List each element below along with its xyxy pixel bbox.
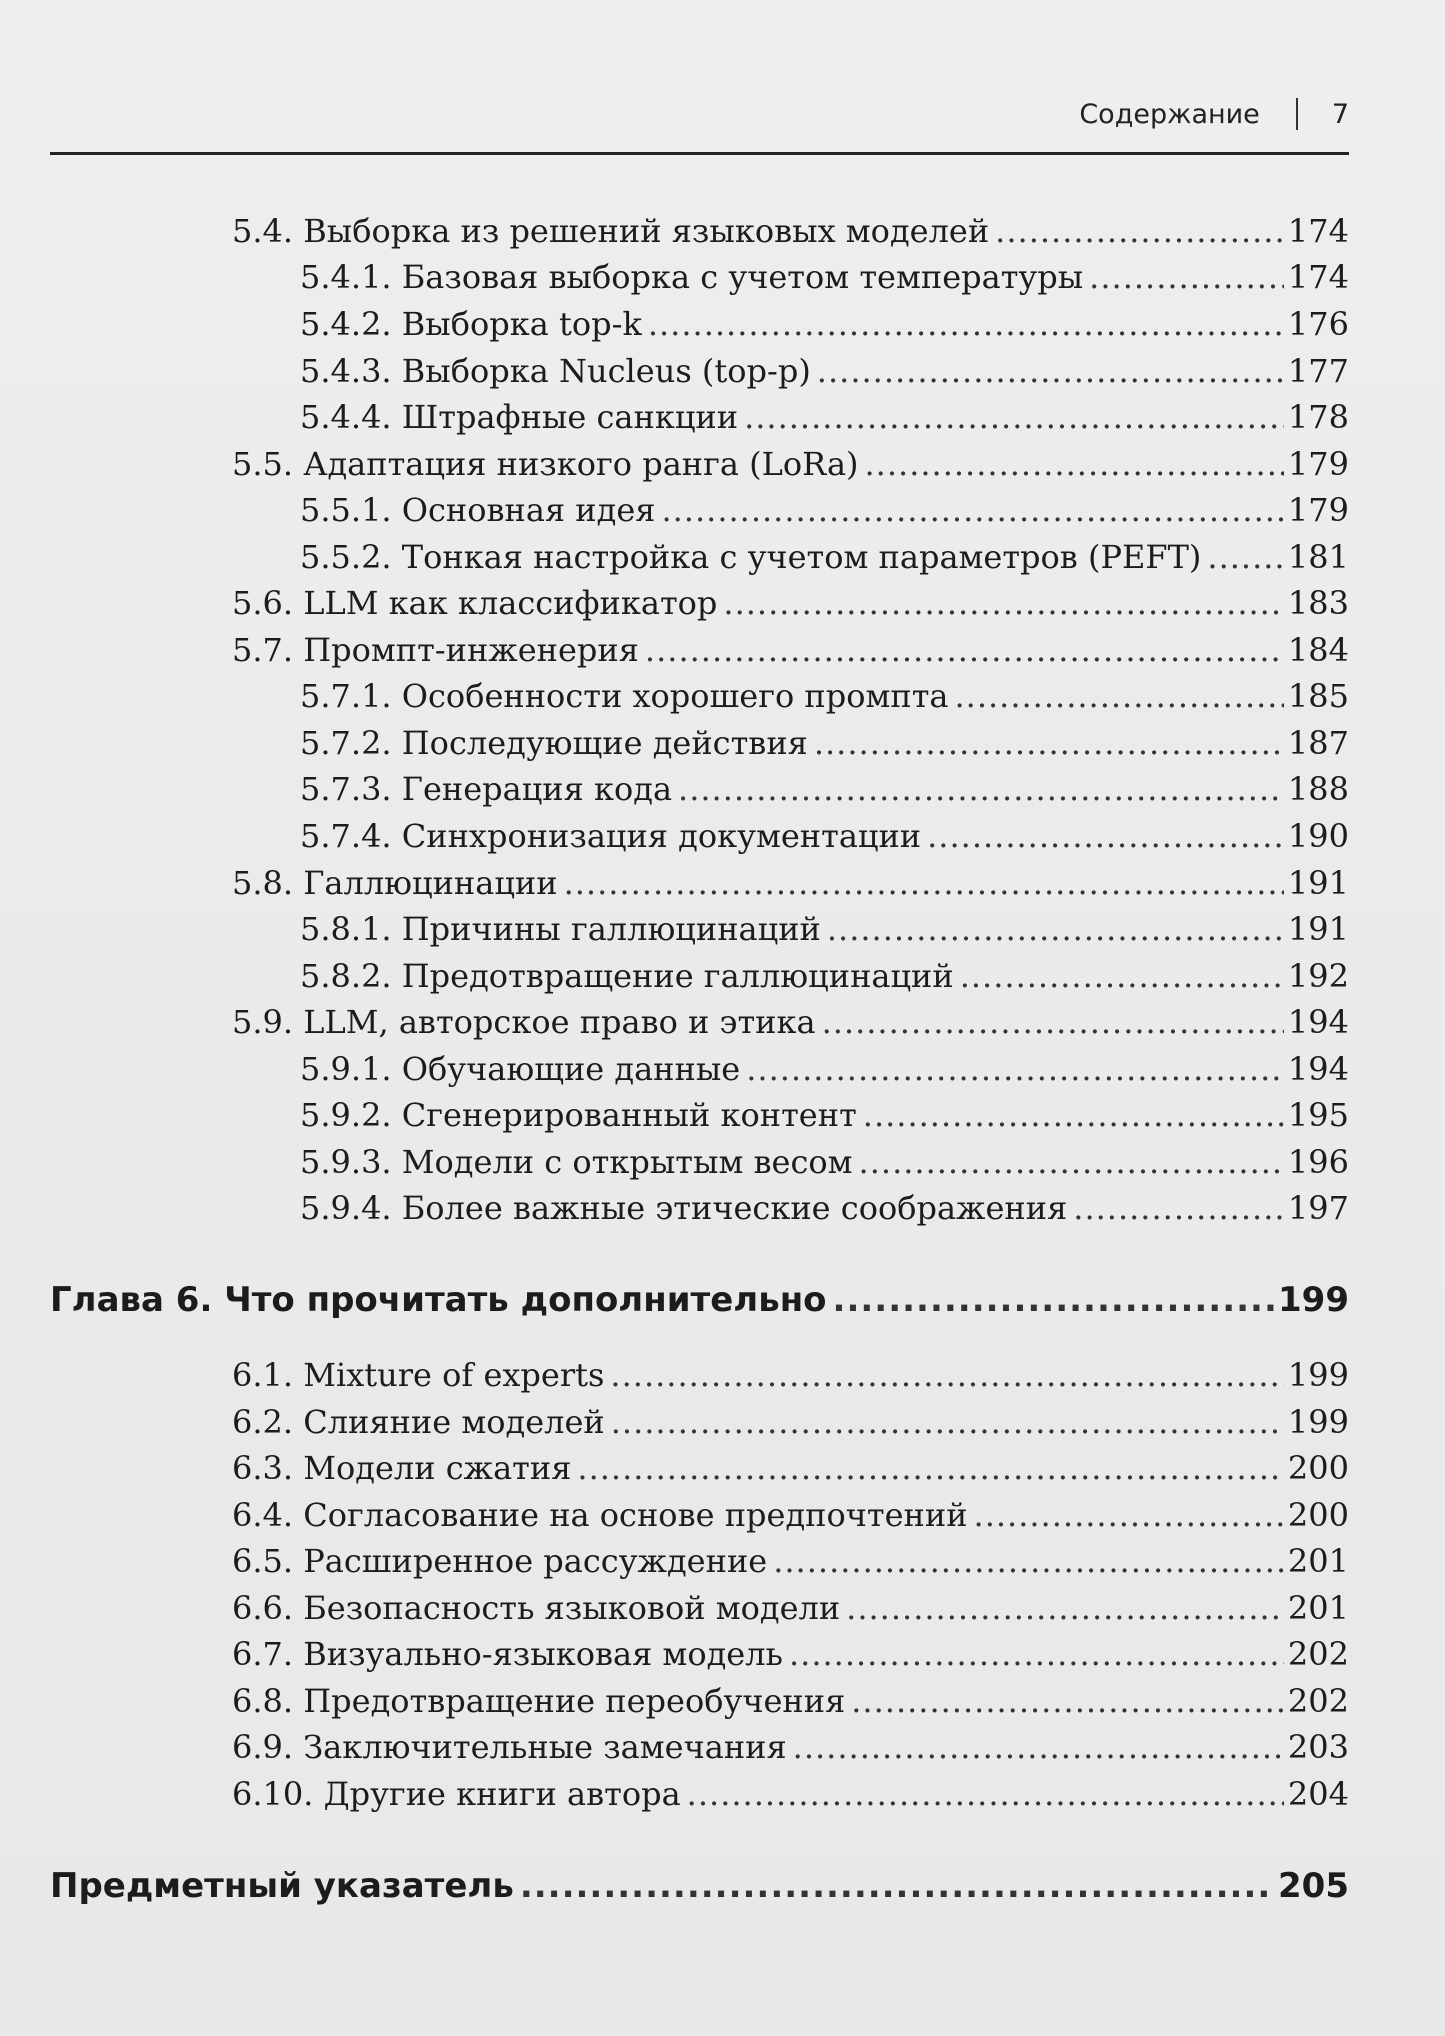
toc-entry-title: 6.2. Слияние моделей [232, 1403, 605, 1441]
toc-leader-dots [960, 957, 1284, 995]
toc-entry-title: 6.9. Заключительные замечания [232, 1728, 787, 1766]
toc-entry-5-5-1[interactable] [300, 491, 1349, 537]
toc-entry-6-7[interactable] [232, 1635, 1349, 1681]
toc-subject-index[interactable] [50, 1866, 1349, 1912]
toc-leader-dots [723, 584, 1284, 622]
toc-entry-page: 204 [1287, 1775, 1349, 1813]
toc-leader-dots [1089, 258, 1284, 296]
toc-chapter-title: Глава 6. Что прочитать дополнительно [50, 1280, 827, 1320]
toc-entry-page: 174 [1287, 212, 1349, 250]
toc-entry-page: 176 [1287, 305, 1349, 343]
toc-entry-title: 5.8. Галлюцинации [232, 864, 558, 902]
header-rule [50, 152, 1349, 155]
toc-entry-5-5[interactable] [232, 445, 1349, 491]
toc-entry-page: 174 [1287, 258, 1349, 296]
toc-leader-dots [610, 1356, 1284, 1394]
toc-entry-5-4-3[interactable] [300, 352, 1349, 398]
toc-entry-page: 194 [1287, 1003, 1349, 1041]
toc-entry-title: 5.8.1. Причины галлюцинаций [300, 910, 821, 948]
toc-entry-title: 5.7.4. Синхронизация документации [300, 817, 922, 855]
toc-entry-title: 5.9.4. Более важные этические соображения [300, 1189, 1068, 1227]
toc-entry-page: 192 [1287, 957, 1349, 995]
toc-leader-dots [577, 1449, 1284, 1487]
toc-entry-page: 191 [1287, 910, 1349, 948]
toc-entry-title: 6.7. Визуально-языковая модель [232, 1635, 783, 1673]
toc-entry-page: 184 [1287, 631, 1349, 669]
toc-leader-dots [851, 1682, 1284, 1720]
toc-leader-dots [564, 864, 1284, 902]
toc-leader-dots [773, 1542, 1284, 1580]
toc-entry-title: 5.7.3. Генерация кода [300, 770, 673, 808]
toc-leader-dots [822, 1003, 1284, 1041]
toc-entry-page: 201 [1287, 1542, 1349, 1580]
toc-entry-title: 5.6. LLM как классификатор [232, 584, 718, 622]
toc-entry-5-4-2[interactable] [300, 305, 1349, 351]
toc-entry-title: 6.6. Безопасность языковой модели [232, 1589, 841, 1627]
toc-entry-6-6[interactable] [232, 1589, 1349, 1635]
toc-entry-5-7-3[interactable] [300, 770, 1349, 816]
toc-leader-dots [865, 445, 1284, 483]
toc-entry-page: 185 [1287, 677, 1349, 715]
toc-entry-page: 179 [1287, 445, 1349, 483]
toc-leader-dots [687, 1775, 1284, 1813]
toc-entry-5-7-4[interactable] [300, 817, 1349, 863]
toc-entry-page: 191 [1287, 864, 1349, 902]
toc-entry-title: 5.4.2. Выборка top-k [300, 305, 642, 343]
toc-entry-page: 201 [1287, 1589, 1349, 1627]
toc-entry-5-4[interactable] [232, 212, 1349, 258]
toc-entry-5-9-2[interactable] [300, 1096, 1349, 1142]
toc-leader-dots [789, 1635, 1284, 1673]
toc-leader-dots [974, 1496, 1284, 1534]
toc-leader-dots [817, 352, 1284, 390]
toc-entry-5-8-1[interactable] [300, 910, 1349, 956]
toc-entry-title: 5.9.1. Обучающие данные [300, 1050, 741, 1088]
toc-entry-title: 6.10. Другие книги автора [232, 1775, 681, 1813]
toc-entry-title: 6.3. Модели сжатия [232, 1449, 572, 1487]
toc-leader-dots [995, 212, 1284, 250]
toc-entry-6-2[interactable] [232, 1403, 1349, 1449]
toc-leader-dots [611, 1403, 1284, 1441]
toc-entry-page: 183 [1287, 584, 1349, 622]
toc-leader-dots [744, 398, 1284, 436]
toc-leader-dots [661, 491, 1283, 529]
toc-chapter-page: 205 [1278, 1866, 1349, 1906]
toc-entry-5-7-2[interactable] [300, 724, 1349, 770]
toc-entry-page: 188 [1287, 770, 1349, 808]
toc-entry-5-6[interactable] [232, 584, 1349, 630]
toc-entry-5-4-1[interactable] [300, 258, 1349, 304]
toc-leader-dots [1207, 538, 1284, 576]
toc-entry-5-9-1[interactable] [300, 1050, 1349, 1096]
toc-entry-title: 5.4.3. Выборка Nucleus (top-p) [300, 352, 811, 390]
running-head-separator [1296, 98, 1298, 130]
toc-entry-title: 5.4.1. Базовая выборка с учетом температуры [300, 258, 1084, 296]
toc-entry-title: 5.5. Адаптация низкого ранга (LoRa) [232, 445, 859, 483]
running-head-page-number: 7 [1331, 98, 1349, 130]
toc-leader-dots [827, 910, 1284, 948]
toc-entry-title: 6.4. Согласование на основе предпочтений [232, 1496, 968, 1534]
toc-entry-page: 200 [1287, 1496, 1349, 1534]
toc-entry-title: 6.8. Предотвращение переобучения [232, 1682, 846, 1720]
toc-leader-dots [746, 1050, 1284, 1088]
toc-entry-title: 5.4. Выборка из решений языковых моделей [232, 212, 990, 250]
toc-leader-dots [793, 1728, 1284, 1766]
toc-entry-page: 200 [1287, 1449, 1349, 1487]
toc-leader-dots [814, 724, 1284, 762]
toc-entry-page: 202 [1287, 1682, 1349, 1720]
toc-entry-page: 195 [1287, 1096, 1349, 1134]
toc-entry-page: 202 [1287, 1635, 1349, 1673]
toc-entry-page: 179 [1287, 491, 1349, 529]
toc-entry-6-8[interactable] [232, 1682, 1349, 1728]
toc-leader-dots [833, 1280, 1274, 1320]
toc-entry-title: 5.5.1. Основная идея [300, 491, 656, 529]
toc-entry-5-9-3[interactable] [300, 1143, 1349, 1189]
toc-entry-page: 199 [1287, 1356, 1349, 1394]
toc-chapter-title: Предметный указатель [50, 1866, 514, 1906]
toc-leader-dots [520, 1866, 1274, 1906]
toc-entry-5-5-2[interactable] [300, 538, 1349, 584]
toc-entry-title: 6.5. Расширенное рассуждение [232, 1542, 768, 1580]
toc-entry-page: 194 [1287, 1050, 1349, 1088]
toc-entry-5-8[interactable] [232, 864, 1349, 910]
toc-entry-page: 177 [1287, 352, 1349, 390]
toc-leader-dots [846, 1589, 1284, 1627]
toc-entry-page: 196 [1287, 1143, 1349, 1181]
toc-entry-title: 5.9. LLM, авторское право и этика [232, 1003, 816, 1041]
toc-entry-title: 5.4.4. Штрафные санкции [300, 398, 739, 436]
toc-entry-5-9-4[interactable] [300, 1189, 1349, 1235]
toc-entry-6-1[interactable] [232, 1356, 1349, 1402]
toc-entry-5-8-2[interactable] [300, 957, 1349, 1003]
toc-entry-title: 5.8.2. Предотвращение галлюцинаций [300, 957, 954, 995]
toc-entry-title: 5.7.2. Последующие действия [300, 724, 808, 762]
toc-entry-page: 181 [1287, 538, 1349, 576]
toc-leader-dots [1073, 1189, 1284, 1227]
toc-entry-title: 5.7.1. Особенности хорошего промпта [300, 677, 949, 715]
toc-entry-5-7[interactable] [232, 631, 1349, 677]
toc-entry-6-4[interactable] [232, 1496, 1349, 1542]
toc-entry-title: 5.9.2. Сгенерированный контент [300, 1096, 857, 1134]
running-head-section: Содержание [1079, 98, 1260, 130]
toc-entry-6-10[interactable] [232, 1775, 1349, 1821]
toc-entry-page: 197 [1287, 1189, 1349, 1227]
toc-leader-dots [859, 1143, 1284, 1181]
toc-entry-title: 6.1. Mixture of experts [232, 1356, 605, 1394]
toc-entry-6-9[interactable] [232, 1728, 1349, 1774]
toc-leader-dots [648, 305, 1284, 343]
toc-entry-page: 203 [1287, 1728, 1349, 1766]
toc-chapter-6[interactable] [50, 1280, 1349, 1326]
toc-entry-title: 5.7. Промпт-инженерия [232, 631, 639, 669]
toc-leader-dots [954, 677, 1283, 715]
running-head [1079, 98, 1349, 130]
toc-entry-title: 5.5.2. Тонкая настройка с учетом параметров (PEFT) [300, 538, 1202, 576]
toc-leader-dots [927, 817, 1284, 855]
toc-leader-dots [645, 631, 1284, 669]
toc-chapter-page: 199 [1278, 1280, 1349, 1320]
toc-entry-title: 5.9.3. Модели с открытым весом [300, 1143, 853, 1181]
toc-entry-5-4-4[interactable] [300, 398, 1349, 444]
toc-entry-page: 190 [1287, 817, 1349, 855]
toc-entry-page: 178 [1287, 398, 1349, 436]
toc-entry-5-7-1[interactable] [300, 677, 1349, 723]
toc-entry-page: 199 [1287, 1403, 1349, 1441]
toc-entry-6-5[interactable] [232, 1542, 1349, 1588]
toc-leader-dots [863, 1096, 1284, 1134]
toc-entry-6-3[interactable] [232, 1449, 1349, 1495]
toc-leader-dots [678, 770, 1284, 808]
toc-entry-5-9[interactable] [232, 1003, 1349, 1049]
toc-entry-page: 187 [1287, 724, 1349, 762]
